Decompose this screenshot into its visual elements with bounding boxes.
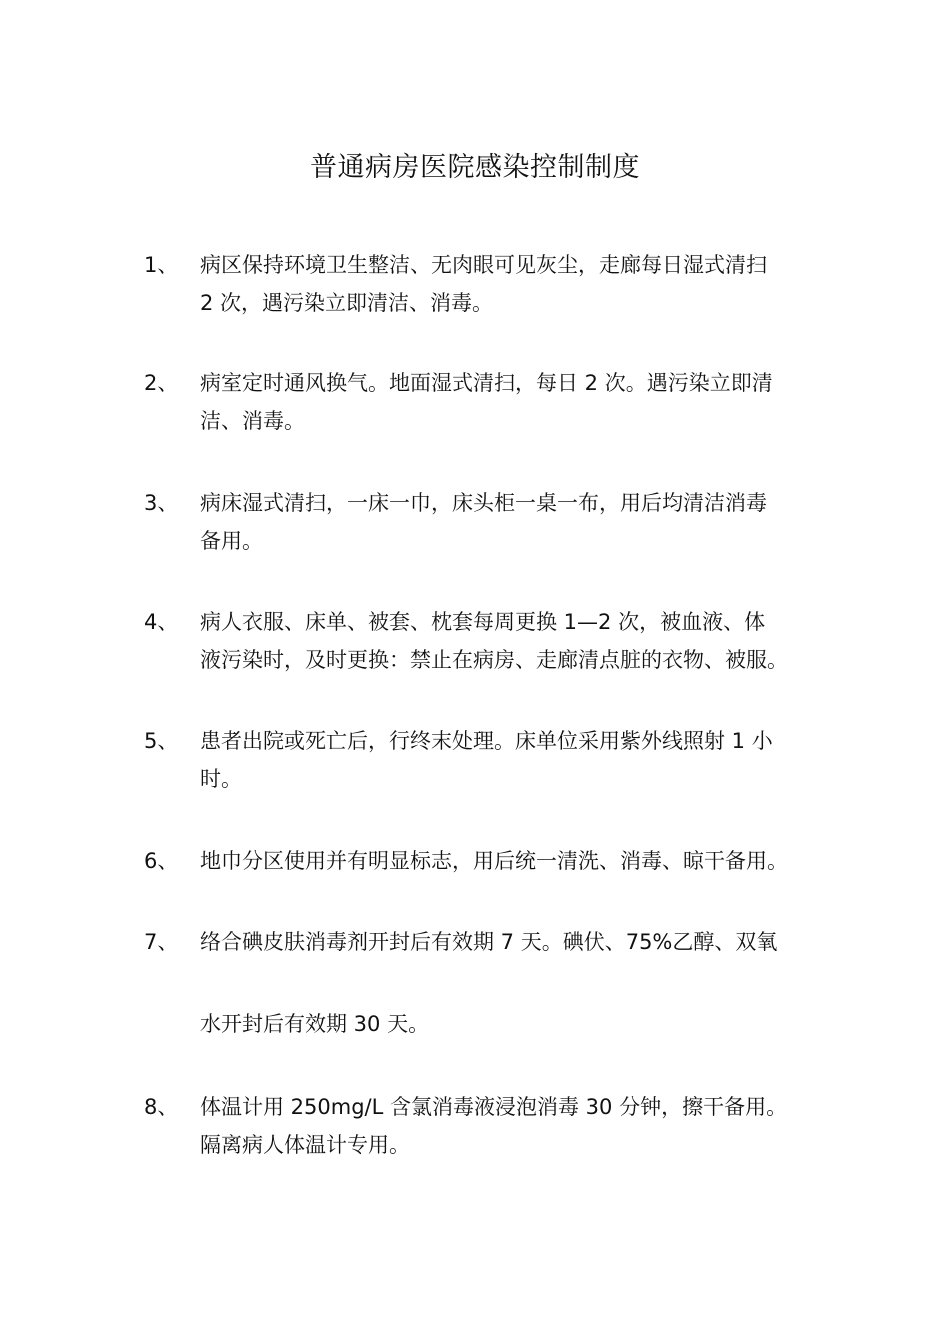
item-line: 备用。: [200, 529, 263, 553]
item-line: 洁、消毒。: [200, 409, 305, 433]
item-number: 2、: [144, 371, 179, 395]
item-line: 隔离病人体温计专用。: [200, 1133, 410, 1157]
item-line: 病室定时通风换气。地面湿式清扫，每日 2 次。遇污染立即清: [200, 371, 773, 395]
item-line: 液污染时，及时更换：禁止在病房、走廊清点脏的衣物、被服。: [200, 648, 788, 672]
item-text: [200, 246, 825, 322]
item-number: 7、: [144, 930, 179, 954]
item-text: [200, 484, 825, 560]
item-text: [200, 364, 825, 440]
item-line: 体温计用 250mg/L 含氯消毒液浸泡消毒 30 分钟，擦干备用。: [200, 1095, 788, 1119]
item-number: 4、: [144, 610, 179, 634]
item-line: 患者出院或死亡后，行终末处理。床单位采用紫外线照射 1 小: [200, 729, 773, 753]
item-line: 病区保持环境卫生整洁、无肉眼可见灰尘，走廊每日湿式清扫: [200, 253, 767, 277]
item-number: 5、: [144, 729, 179, 753]
item-text: [200, 923, 825, 1043]
item-text: [200, 603, 825, 679]
item-text: [200, 842, 825, 880]
document-title: 普通病房医院感染控制制度: [310, 152, 640, 183]
item-line: 病人衣服、床单、被套、枕套每周更换 1—2 次，被血液、体: [200, 610, 766, 634]
item-number: 6、: [144, 849, 179, 873]
item-line: 水开封后有效期 30 天。: [200, 1012, 430, 1036]
item-line: 时。: [200, 767, 242, 791]
item-text: [200, 1088, 825, 1164]
item-text: [200, 722, 825, 798]
item-line: 地巾分区使用并有明显标志，用后统一清洗、消毒、晾干备用。: [200, 849, 788, 873]
item-line: 络合碘皮肤消毒剂开封后有效期 7 天。碘伏、75%乙醇、双氧: [200, 930, 778, 954]
item-number: 8、: [144, 1095, 179, 1119]
item-number: 3、: [144, 491, 179, 515]
item-line: 2 次，遇污染立即清洁、消毒。: [200, 291, 494, 315]
item-number: 1、: [144, 253, 179, 277]
item-line: 病床湿式清扫，一床一巾，床头柜一桌一布，用后均清洁消毒: [200, 491, 767, 515]
